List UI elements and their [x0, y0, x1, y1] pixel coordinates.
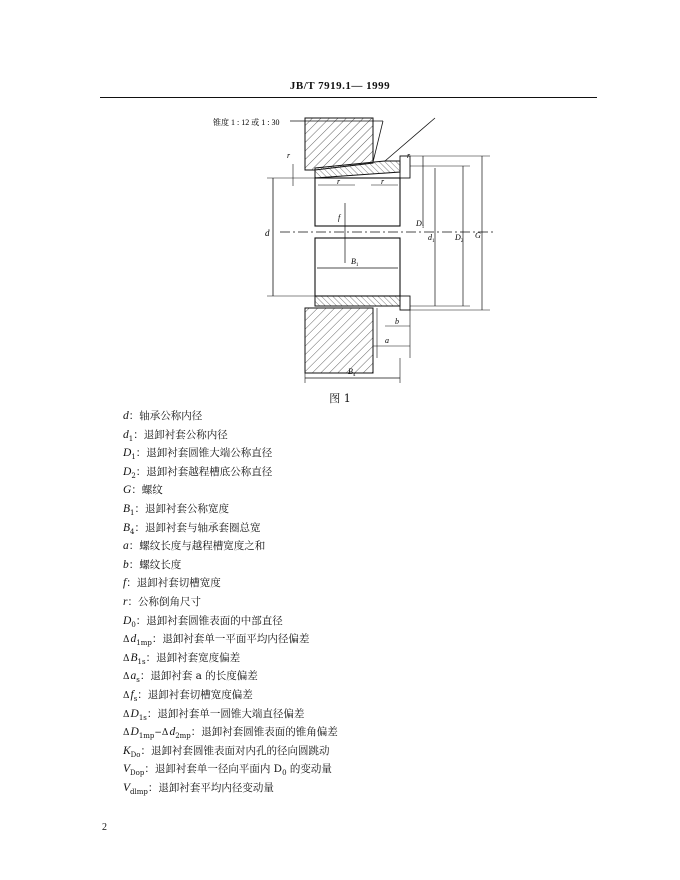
legend-description: ：退卸衬套圆锥大端公称直径 — [135, 447, 273, 460]
legend-description: ：退卸衬套圆锥表面对内孔的径向圆跳动 — [140, 744, 330, 757]
legend-description: ：退卸衬套 a 的长度偏差 — [139, 670, 258, 683]
legend-symbol: B — [123, 521, 131, 534]
legend-item — [123, 686, 338, 705]
legend-symbol: D — [123, 465, 132, 478]
legend-subscript: 1mp — [138, 732, 155, 741]
legend-description: ：退卸衬套单一平面平均内径偏差 — [151, 633, 310, 646]
legend-item — [123, 612, 338, 631]
legend-delta: Δ — [123, 709, 130, 720]
legend-subscript: dlmp — [130, 787, 148, 796]
legend-description: ：退卸衬套与轴承套圈总宽 — [134, 521, 261, 534]
legend-item — [123, 444, 338, 463]
legend-description: ：螺纹 — [131, 484, 163, 497]
label-b: b — [395, 317, 399, 326]
legend-symbol: K — [123, 744, 131, 757]
legend-symbol: b — [123, 558, 129, 571]
legend-item — [123, 500, 338, 519]
legend-item — [123, 649, 338, 668]
legend-subscript: Do — [130, 750, 141, 759]
legend-description: ：退卸衬套公称宽度 — [134, 502, 229, 515]
legend-symbol: a — [123, 540, 129, 553]
legend-description: ：退卸衬套圆锥表面的锥角偏差 — [190, 726, 338, 739]
legend-symbol: V — [123, 763, 131, 776]
legend-item — [123, 481, 338, 500]
label-r-left: r — [287, 151, 291, 160]
legend-subscript: 1s — [138, 713, 147, 722]
legend-delta: Δ — [123, 653, 130, 664]
legend-delta-mid: −Δ — [154, 728, 169, 739]
legend-tail: 的变动量 — [286, 763, 332, 776]
legend-item — [123, 463, 338, 482]
legend-item — [123, 630, 338, 649]
legend-description: ：退卸衬套公称内径 — [133, 428, 228, 441]
legend-symbol: a — [130, 670, 137, 683]
legend-description: ：退卸衬套单一圆锥大端直径偏差 — [146, 707, 305, 720]
legend-delta: Δ — [123, 728, 130, 739]
legend-item — [123, 593, 338, 612]
label-r-inner-left: r — [337, 177, 341, 186]
legend-description: ：退卸衬套切槽宽度 — [126, 577, 221, 590]
legend-subscript-2: 2mp — [175, 732, 191, 741]
legend-symbol: D — [123, 614, 132, 627]
legend-symbol: D — [130, 707, 139, 720]
legend-description: ：螺纹长度与越程槽宽度之和 — [128, 540, 266, 553]
legend-delta: Δ — [123, 690, 130, 701]
label-a: a — [385, 336, 389, 345]
legend-symbol: f — [123, 577, 127, 590]
legend-description: ：螺纹长度 — [128, 558, 182, 571]
legend-symbol: r — [123, 595, 128, 608]
legend-description: ：退卸衬套平均内径变动量 — [147, 781, 274, 794]
page-number: 2 — [102, 822, 107, 833]
legend-description: ：退卸衬套单一径向平面内 D — [144, 763, 283, 776]
legend-subscript: s — [133, 695, 138, 703]
legend-item — [123, 519, 338, 538]
legend-item — [123, 667, 338, 686]
legend-symbol: B — [130, 651, 138, 664]
label-B4: $B_4$ — [348, 367, 356, 378]
legend-description: ：退卸衬套宽度偏差 — [145, 651, 241, 664]
legend-subscript: Dop — [130, 769, 145, 778]
legend-symbol: f — [130, 688, 134, 701]
label-d1: $d_1$ — [428, 233, 435, 244]
legend-item — [123, 705, 338, 724]
label-f: f — [338, 213, 341, 222]
legend-subscript: 4 — [130, 527, 135, 536]
legend-symbol: G — [123, 484, 132, 497]
legend-item — [123, 537, 338, 556]
legend-symbol: d — [123, 428, 129, 441]
label-B1: $B_1$ — [351, 257, 359, 268]
legend-delta: Δ — [123, 635, 130, 646]
legend-symbol: D — [123, 447, 132, 460]
legend-subscript: 1s — [137, 657, 146, 666]
legend-delta: Δ — [123, 672, 130, 683]
legend-item — [123, 574, 338, 593]
label-D2: $D_2$ — [455, 233, 464, 244]
legend-subscript: 1 — [128, 434, 134, 443]
label-d: d — [265, 228, 270, 238]
legend-description: ：退卸衬套圆锥表面的中部直径 — [135, 614, 283, 627]
legend-item — [123, 742, 338, 761]
legend-subscript: 1 — [130, 509, 135, 518]
label-r-right: r — [407, 151, 411, 160]
symbol-legend — [123, 407, 338, 797]
legend-item — [123, 779, 338, 798]
legend-item — [123, 723, 338, 742]
legend-description: ：退卸衬套切槽宽度偏差 — [137, 688, 253, 701]
legend-symbol: d — [130, 633, 137, 646]
legend-item — [123, 426, 338, 445]
legend-subscript: s — [136, 676, 140, 685]
legend-symbol: d — [123, 410, 129, 422]
legend-description: ：退卸衬套越程槽底公称直径 — [135, 465, 273, 478]
bearing-ring-top — [305, 118, 373, 170]
thread-bottom — [400, 296, 410, 310]
header-rule — [100, 97, 597, 98]
legend-subscript: 1mp — [136, 639, 152, 648]
label-D1: $D_1$ — [416, 219, 425, 230]
legend-description: ：轴承公称内径 — [128, 410, 203, 422]
legend-symbol: B — [123, 502, 131, 515]
label-r-inner-right: r — [381, 177, 385, 186]
legend-subscript: 2 — [131, 471, 136, 480]
legend-description: ：公称倒角尺寸 — [127, 595, 201, 608]
legend-symbol: D — [130, 726, 139, 739]
label-G: G — [475, 231, 481, 240]
page-header: JB/T 7919.1— 1999 — [289, 80, 391, 92]
legend-item — [123, 760, 338, 779]
bearing-sleeve-drawing — [195, 108, 505, 388]
taper-note: 锥度 1 : 12 或 1 : 30 — [213, 118, 280, 127]
legend-subscript: 0 — [131, 620, 136, 629]
legend-item — [123, 407, 338, 426]
bearing-ring-bottom — [305, 308, 373, 373]
legend-item — [123, 556, 338, 575]
legend-symbol: V — [123, 781, 131, 794]
sleeve-bottom-section — [315, 296, 400, 306]
figure-caption: 图 1 — [329, 392, 351, 405]
legend-symbol-2: d — [169, 726, 176, 739]
legend-subscript: 1 — [131, 453, 136, 462]
legend-tail-subscript: 0 — [282, 769, 287, 778]
